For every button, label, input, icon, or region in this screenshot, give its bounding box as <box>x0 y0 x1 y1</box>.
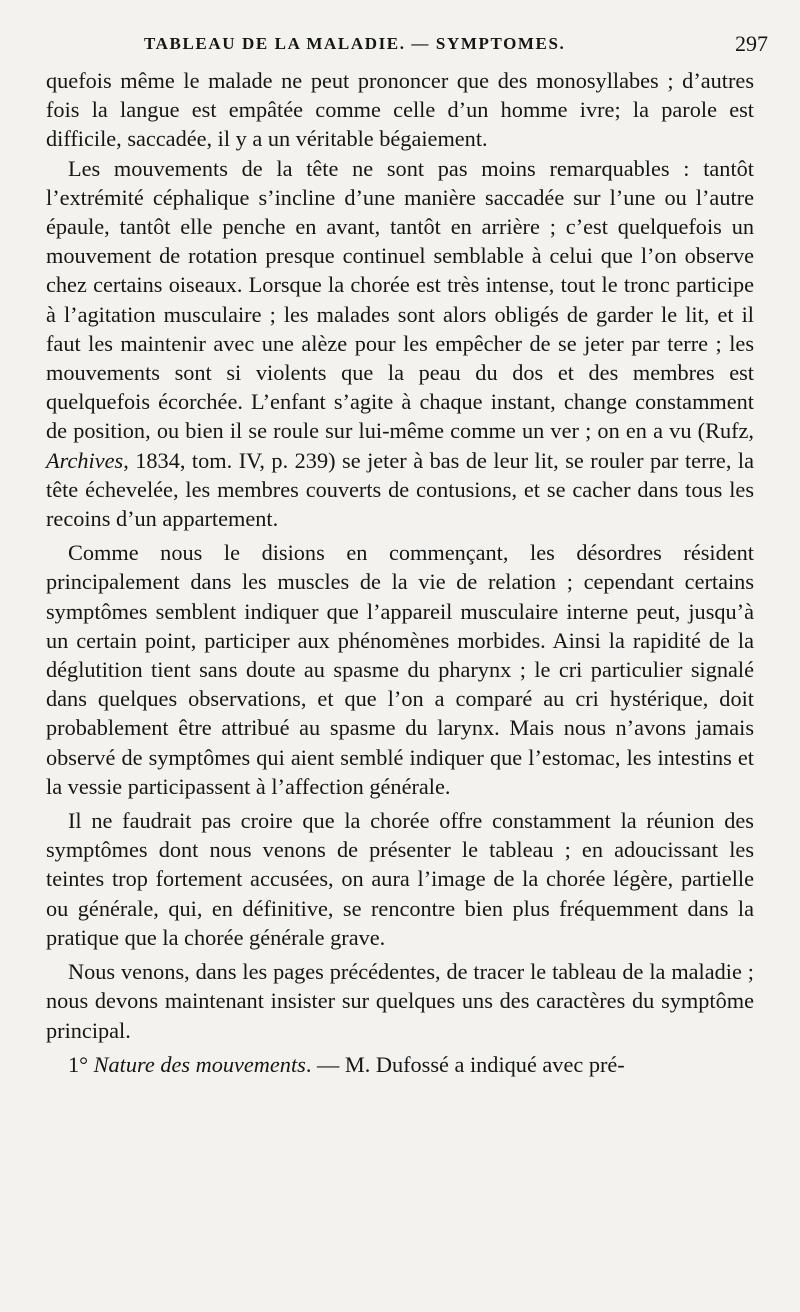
paragraph-text: Il ne faudrait pas croire que la chorée offre constamment la réunion des symptômes dont nous venons de présenter le tableau ; en adoucissant les teintes trop fortement accusées, on aura l’image de la chorée légère, partielle ou générale, qui, en définitive, se rencontre bien plus fréquemment dans la pratique que la chorée générale grave. <box>46 808 754 950</box>
paragraph-continued <box>46 66 754 154</box>
page-number: 297 <box>735 31 768 56</box>
paragraph-internal-muscles <box>46 538 754 801</box>
running-head: TABLEAU DE LA MALADIE. — SYMPTOMES. <box>144 34 566 53</box>
paragraph-light-chorea <box>46 806 754 952</box>
journal-title: Archives <box>46 447 124 473</box>
paragraph-text: . — M. Dufossé a indiqué avec pré- <box>305 1051 625 1077</box>
paragraph-head-movements <box>46 154 754 534</box>
paragraph-text: Comme nous le disions en commençant, les désordres résident principalement dans les muscles de la vie de relation ; cependant certains symptômes semblent indiquer que l’appareil musculaire interne peut, jusqu’à un certain point, participer aux phénomènes morbides. Ainsi la rapidité de la déglutition tient sans doute au spasme du pharynx ; le cri particulier signalé dans quelques observations, et que l’on a comparé au cri hystérique, doit probablement être attribué au spasme du larynx. Mais nous n’avons jamais observé de symptômes qui aient semblé indiquer que l’estomac, les intestins et la vessie participassent à l’affection générale. <box>46 540 754 799</box>
body-text <box>46 66 754 1079</box>
paragraph-text: Les mouvements de la tête ne sont pas moins remarquables : tantôt l’extrémité céphalique s’incline d’une manière saccadée sur l’une ou l’autre épaule, tantôt elle penche en avant, tantôt en arrière ; c’est quelquefois un mouvement de rotation presque continuel semblable à celui que l’on observe chez certains oiseaux. Lorsque la chorée est très intense, tout le tronc participe à l’agitation musculaire ; les malades sont alors obligés de garder le lit, et il faut les maintenir avec une alèze pour les empêcher de se jeter par terre ; les mouvements sont si violents que la peau du dos et des membres est quelquefois écorchée. L’enfant s’agite à chaque instant, change constamment de position, ou bien il se roule sur lui-même comme un ver ; on en a vu (Rufz, <box>46 155 754 444</box>
page-header <box>48 31 768 60</box>
paragraph-transition <box>46 957 754 1045</box>
section-title: Nature des mouvements <box>93 1051 306 1077</box>
paragraph-text: quefois même le malade ne peut prononcer que des monosyllabes ; d’autres fois la langue est empâtée comme celle d’un homme ivre; la parole est difficile, saccadée, il y a un véritable bégaiement. <box>46 68 754 152</box>
paragraph-text: Nous venons, dans les pages précédentes, de tracer le tableau de la maladie ; nous devons maintenant insister sur quelques uns des caractères du symptôme principal. <box>46 959 754 1043</box>
paragraph-section-heading <box>46 1050 754 1079</box>
paragraph-text-continued: , 1834, tom. IV, p. 239) se jeter à bas de leur lit, se rouler par terre, la tête échevelée, les membres couverts de contusions, et se cacher dans tous les recoins d’un appartement. <box>46 447 754 532</box>
section-number: 1° <box>68 1051 94 1077</box>
